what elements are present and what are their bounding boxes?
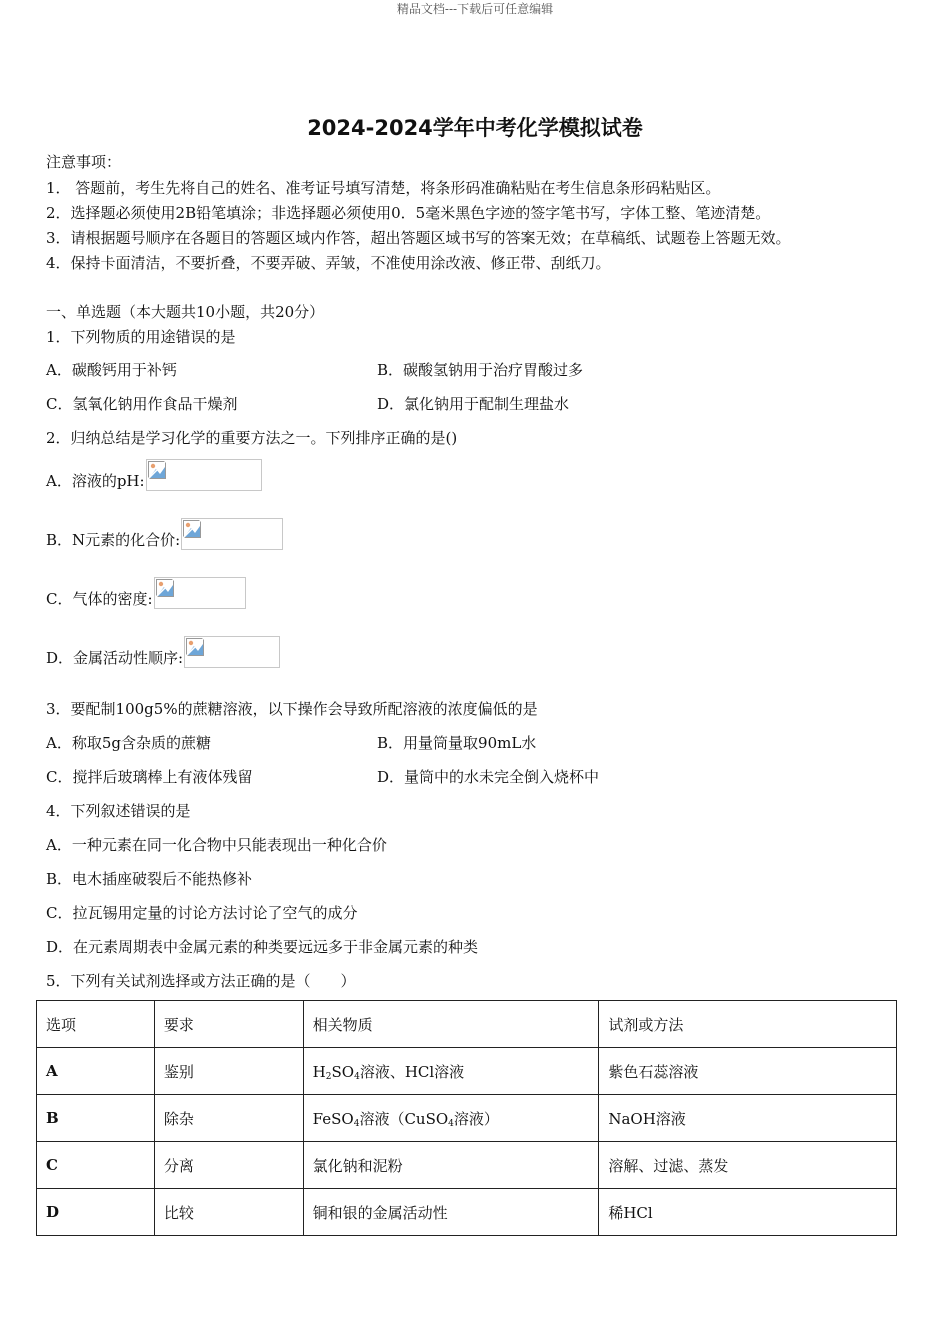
broken-image-icon (146, 459, 262, 491)
q2-option-a (46, 459, 262, 491)
header-note: 精品文档---下载后可任意编辑 (396, 2, 554, 16)
q2-option-c-label: C．气体的密度: (46, 590, 153, 608)
q2-option-c (46, 577, 246, 609)
method-cell: 紫色石蕊溶液 (599, 1048, 897, 1095)
formula-subscript: 2 (325, 1071, 332, 1082)
q2-option-d-label: D．金属活动性顺序: (46, 649, 184, 667)
broken-image-icon (181, 518, 283, 550)
requirement-cell: 除杂 (154, 1095, 303, 1142)
option-cell: B (37, 1095, 155, 1142)
q2-option-b (46, 518, 283, 550)
table-header-row (37, 1001, 897, 1048)
q4-stem: 4．下列叙述错误的是 (46, 802, 191, 820)
option-cell: D (37, 1189, 155, 1236)
q4-option-d: D．在元素周期表中金属元素的种类要远远多于非金属元素的种类 (46, 938, 479, 956)
q3-option-b: B．用量筒量取90mL水 (377, 734, 537, 752)
notice-item-3: 3．请根据题号顺序在各题目的答题区域内作答，超出答题区域书写的答案无效；在草稿纸、试题卷上答题无效。 (46, 229, 791, 247)
q3-option-c: C．搅拌后玻璃棒上有液体残留 (46, 768, 253, 786)
q2-option-a-label: A．溶液的pH: (46, 472, 145, 490)
q5-stem: 5．下列有关试剂选择或方法正确的是（ ） (46, 972, 356, 990)
material-cell: 氯化钠和泥粉 (303, 1142, 599, 1189)
q1-option-b: B．碳酸氢钠用于治疗胃酸过多 (377, 361, 584, 379)
q1-option-a: A．碳酸钙用于补钙 (46, 361, 177, 379)
table-header-cell: 试剂或方法 (599, 1001, 897, 1048)
broken-image-icon (154, 577, 246, 609)
q5-table (36, 1000, 897, 1236)
formula-part: 溶液、HCl溶液 (359, 1062, 465, 1081)
method-cell: 溶解、过滤、蒸发 (599, 1142, 897, 1189)
formula-subscript: 4 (354, 1071, 360, 1082)
q3-option-d: D．量筒中的水未完全倒入烧杯中 (377, 768, 600, 786)
q4-option-b: B．电木插座破裂后不能热修补 (46, 870, 253, 888)
material-cell (303, 1048, 599, 1095)
q2-option-d (46, 636, 280, 668)
table-header-cell: 选项 (37, 1001, 155, 1048)
q4-option-a: A．一种元素在同一化合物中只能表现出一种化合价 (46, 836, 387, 854)
requirement-cell: 分离 (154, 1142, 303, 1189)
formula-part: 溶液） (453, 1109, 499, 1128)
section-title: 一、单选题（本大题共10小题，共20分） (46, 303, 325, 321)
option-cell: A (37, 1048, 155, 1095)
table-row (37, 1095, 897, 1142)
q2-stem: 2．归纳总结是学习化学的重要方法之一。下列排序正确的是() (46, 429, 458, 447)
table-row (37, 1189, 897, 1236)
formula-subscript: 4 (353, 1118, 360, 1129)
table-row (37, 1142, 897, 1189)
table-header-cell: 要求 (154, 1001, 303, 1048)
q1-option-d: D．氯化钠用于配制生理盐水 (377, 395, 570, 413)
table-header-cell: 相关物质 (303, 1001, 599, 1048)
q2-option-b-label: B．N元素的化合价: (46, 531, 181, 549)
notice-heading: 注意事项： (46, 153, 122, 171)
formula-part: FeSO (312, 1109, 354, 1128)
q3-stem: 3．要配制100g5%的蔗糖溶液，以下操作会导致所配溶液的浓度偏低的是 (46, 700, 538, 718)
formula-part: SO (331, 1062, 355, 1081)
q4-option-c: C．拉瓦锡用定量的讨论方法讨论了空气的成分 (46, 904, 358, 922)
formula-part: 溶液（CuSO (359, 1109, 449, 1128)
page-title: 2024-2024学年中考化学模拟试卷 (307, 116, 643, 140)
q1-option-c: C．氢氧化钠用作食品干燥剂 (46, 395, 238, 413)
q3-option-a: A．称取5g含杂质的蔗糖 (46, 734, 211, 752)
material-cell: 铜和银的金属活动性 (303, 1189, 599, 1236)
requirement-cell: 比较 (154, 1189, 303, 1236)
method-cell: NaOH溶液 (599, 1095, 897, 1142)
formula-part: H (312, 1062, 326, 1081)
formula-subscript: 4 (448, 1118, 454, 1129)
method-cell: 稀HCl (599, 1189, 897, 1236)
broken-image-icon (184, 636, 280, 668)
notice-item-4: 4．保持卡面清洁，不要折叠，不要弄破、弄皱，不准使用涂改液、修正带、刮纸刀。 (46, 254, 611, 272)
q1-stem: 1．下列物质的用途错误的是 (46, 328, 236, 346)
material-cell (303, 1095, 599, 1142)
table-row (37, 1048, 897, 1095)
requirement-cell: 鉴别 (154, 1048, 303, 1095)
notice-item-1: 1． 答题前，考生先将自己的姓名、准考证号填写清楚，将条形码准确粘贴在考生信息条形码粘贴区。 (46, 179, 721, 197)
option-cell: C (37, 1142, 155, 1189)
notice-item-2: 2．选择题必须使用2B铅笔填涂；非选择题必须使用0．5毫米黑色字迹的签字笔书写，字体工整、笔迹清楚。 (46, 204, 771, 222)
